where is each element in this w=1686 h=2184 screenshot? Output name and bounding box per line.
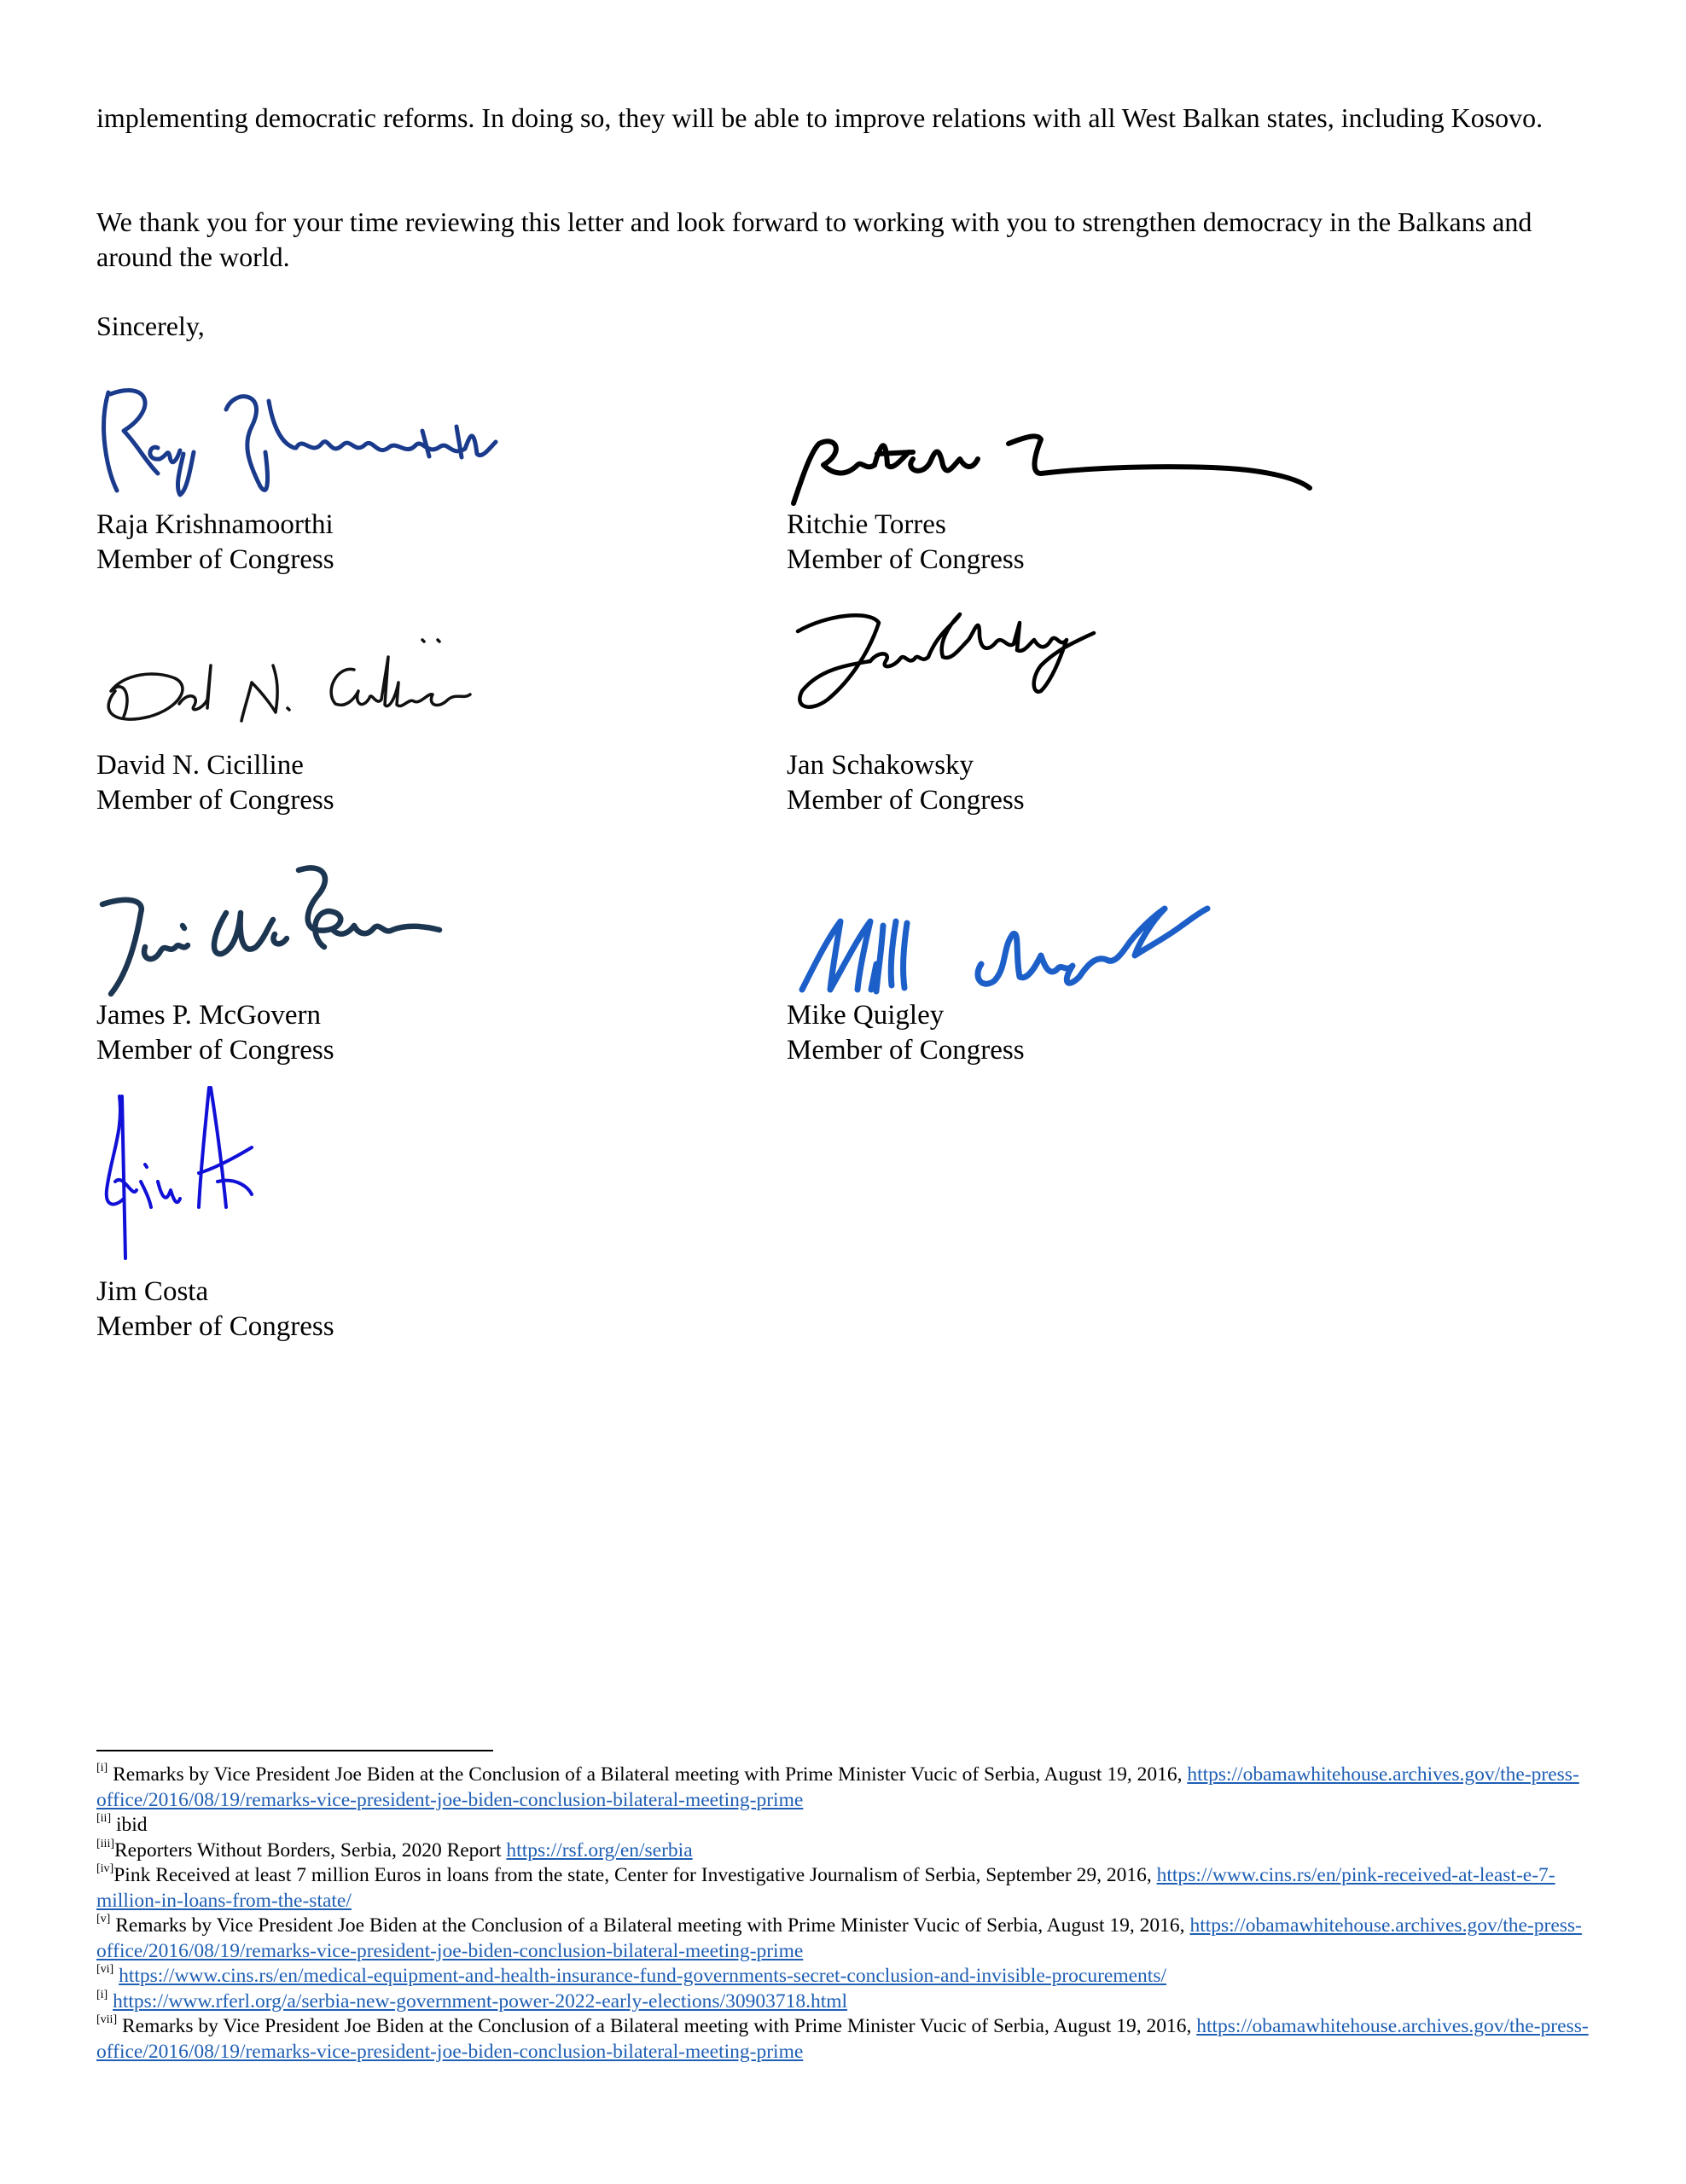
signer-jim-costa [96, 1275, 334, 1345]
footnote-link[interactable]: https://obamawhitehouse.archives.gov/the-press-office/2016/08/19/remarks-vice-president-joe-biden-conclusion-bilateral-meeting-prime [96, 1914, 1582, 1962]
signer-title: Member of Congress [787, 785, 1025, 816]
signer-name: Jim Costa [96, 1276, 209, 1307]
signer-raja-krishnamoorthi [96, 508, 334, 578]
signer-title: Member of Congress [96, 785, 334, 816]
signer-title: Member of Congress [787, 544, 1025, 575]
footnote: [i] Remarks by Vice President Joe Biden at the Conclusion of a Bilateral meeting with Prime Minister Vucic of Serbia, August 19, 2016, https://obamawhitehouse.archives.gov/the-press-office/2016/08/19/remarks-vice-president-joe-biden-conclusion-bilateral-meeting-prime [96, 1762, 1579, 1811]
footnote: [iv]Pink Received at least 7 million Euros in loans from the state, Center for Investigative Journalism of Serbia, September 29, 2016, https://www.cins.rs/en/pink-received-at-least-e-7-million-in-loans-from-the-state/ [96, 1862, 1555, 1912]
signature-jim-costa [98, 1079, 260, 1263]
letter-paragraph-1: implementing democratic reforms. In doing so, they will be able to improve relations with all West Balkan states, including Kosovo. [96, 102, 1544, 133]
signer-ritchie-torres [787, 508, 1025, 578]
signer-title: Member of Congress [96, 1035, 334, 1066]
letter-paragraph-2: We thank you for your time reviewing this letter and look forward to working with you to strengthen democracy in the Balkans and around the world. [96, 206, 1532, 272]
signer-name: Mike Quigley [787, 1000, 945, 1031]
signer-david-cicilline [96, 748, 334, 818]
signer-mike-quigley [787, 998, 1025, 1068]
signature-david-cicilline [98, 631, 508, 734]
footnote-link[interactable]: https://rsf.org/en/serbia [506, 1838, 693, 1862]
signer-name: Ritchie Torres [787, 509, 946, 540]
signer-name: David N. Cicilline [96, 750, 304, 781]
footnote: [i] https://www.rferl.org/a/serbia-new-government-power-2022-early-elections/30903718.html [96, 1988, 848, 2013]
signature-james-mcgovern [94, 853, 452, 998]
signer-james-mcgovern [96, 998, 334, 1068]
signer-jan-schakowsky [787, 748, 1025, 818]
signer-title: Member of Congress [96, 1311, 334, 1342]
footnote-divider [96, 1750, 493, 1751]
signer-name: Raja Krishnamoorthi [96, 509, 334, 540]
signer-title: Member of Congress [787, 1035, 1025, 1066]
signature-jan-schakowsky [785, 597, 1101, 717]
footnote-link[interactable]: https://www.cins.rs/en/medical-equipment-and-health-insurance-fund-governments-secret-conclusion-and-invisible-procurements/ [119, 1965, 1167, 1987]
footnote: [vii] Remarks by Vice President Joe Biden at the Conclusion of a Bilateral meeting with Prime Minister Vucic of Serbia, August 19, 2016, https://obamawhitehouse.archives.gov/the-press-office/2016/08/19/remarks-vice-president-joe-biden-conclusion-bilateral-meeting-prime [96, 2013, 1589, 2063]
footnote-link[interactable]: https://www.rferl.org/a/serbia-new-government-power-2022-early-elections/30903718.html [113, 1989, 848, 2013]
footnote: [v] Remarks by Vice President Joe Biden at the Conclusion of a Bilateral meeting with Prime Minister Vucic of Serbia, August 19, 2016, https://obamawhitehouse.archives.gov/the-press-office/2016/08/19/remarks-vice-president-joe-biden-conclusion-bilateral-meeting-prime [96, 1913, 1582, 1962]
signer-name: James P. McGovern [96, 1000, 322, 1031]
signer-title: Member of Congress [96, 544, 334, 575]
footnote: [iii]Reporters Without Borders, Serbia, 2020 Report https://rsf.org/en/serbia [96, 1837, 693, 1862]
footnote: [vi] https://www.cins.rs/en/medical-equipment-and-health-insurance-fund-governments-secret-conclusion-and-invisible-procurements/ [96, 1963, 1167, 1987]
signer-name: Jan Schakowsky [787, 750, 974, 781]
signature-mike-quigley [789, 896, 1216, 1007]
footnote-link[interactable]: https://www.cins.rs/en/pink-received-at-least-e-7-million-in-loans-from-the-state/ [96, 1864, 1555, 1912]
footnote-link[interactable]: https://obamawhitehouse.archives.gov/the-press-office/2016/08/19/remarks-vice-president-joe-biden-conclusion-bilateral-meeting-prime [96, 1763, 1579, 1811]
signature-ritchie-torres [785, 418, 1314, 512]
letter-closing: Sincerely, [96, 311, 205, 341]
footnote: [ii] ibid [96, 1812, 148, 1836]
signature-raja-krishnamoorthi [98, 375, 508, 503]
footnotes [96, 1763, 1615, 2065]
footnote-link[interactable]: https://obamawhitehouse.archives.gov/the-press-office/2016/08/19/remarks-vice-president-joe-biden-conclusion-bilateral-meeting-prime [96, 2015, 1589, 2063]
